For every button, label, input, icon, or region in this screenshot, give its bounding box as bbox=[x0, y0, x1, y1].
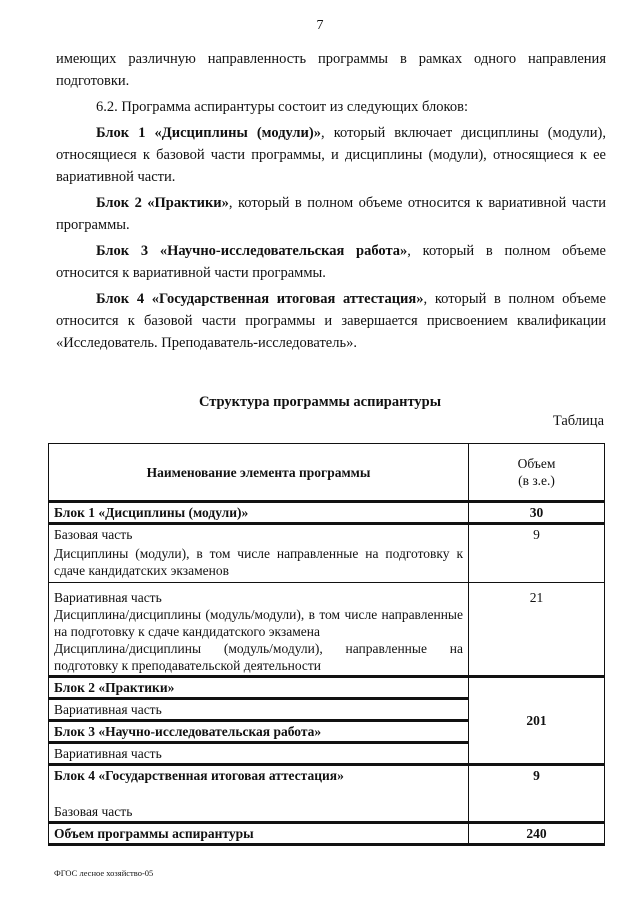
var-desc2: Дисциплина/дисциплины (модуль/модули), направленные на подготовку к преподавательской деятельности bbox=[54, 641, 463, 673]
paragraph-block2 bbox=[56, 192, 606, 236]
var-part-label: Вариативная часть bbox=[54, 590, 162, 605]
block1-volume-cell: 30 bbox=[469, 502, 605, 524]
block4-heading: Блок 4 «Государственная итоговая аттестация» bbox=[96, 291, 424, 307]
table-label: Таблица bbox=[552, 413, 604, 429]
total-volume-cell: 240 bbox=[469, 823, 605, 845]
paragraph-continuation: имеющих различную направленность программы в рамках одного направления подготовки. bbox=[56, 51, 606, 89]
block1-heading: Блок 1 «Дисциплины (модули)» bbox=[96, 125, 321, 141]
block3-title-cell: Блок 3 «Научно-исследовательская работа» bbox=[49, 721, 469, 743]
block4-volume-cell: 9 bbox=[469, 765, 605, 823]
table-row bbox=[49, 583, 605, 677]
block2-var-cell: Вариативная часть bbox=[49, 699, 469, 721]
table-header-row bbox=[49, 444, 605, 502]
header-volume-line1: Объем bbox=[517, 456, 556, 471]
block4-title-cell: Блок 4 «Государственная итоговая аттестация» bbox=[49, 765, 469, 803]
body-text bbox=[56, 48, 606, 358]
block4-base-cell: Базовая часть bbox=[49, 802, 469, 823]
block2-title-cell: Блок 2 «Практики» bbox=[49, 677, 469, 699]
header-volume-cell bbox=[469, 444, 605, 502]
page-number: 7 bbox=[316, 18, 324, 33]
base-part-cell: Базовая часть bbox=[49, 524, 469, 545]
footer-note: ФГОС лесное хозяйство-05 bbox=[54, 868, 154, 878]
paragraph-block4 bbox=[56, 288, 606, 354]
block2-text: , который в полном объеме относится к вариативной части программы. bbox=[56, 195, 606, 233]
paragraph-block3 bbox=[56, 240, 606, 284]
table-row bbox=[49, 524, 605, 545]
table-caption: Структура программы аспирантуры bbox=[198, 394, 442, 410]
table-row bbox=[49, 502, 605, 524]
base-desc-cell: Дисциплины (модули), в том числе направленные на подготовку к сдаче кандидатских экзаменов bbox=[49, 544, 469, 583]
paragraph-6-2: 6.2. Программа аспирантуры состоит из следующих блоков: bbox=[96, 99, 468, 115]
block1-text: , который включает дисциплины (модули), относящиеся к базовой части программы, и дисциплины (модули), относящиеся к ее вариативной части. bbox=[56, 125, 606, 185]
table-row bbox=[49, 765, 605, 803]
total-label-cell: Объем программы аспирантуры bbox=[49, 823, 469, 845]
block1-title-cell: Блок 1 «Дисциплины (модули)» bbox=[49, 502, 469, 524]
block2-heading: Блок 2 «Практики» bbox=[96, 195, 229, 211]
paragraph-block1 bbox=[56, 122, 606, 188]
header-name-cell: Наименование элемента программы bbox=[49, 444, 469, 502]
table-row bbox=[49, 677, 605, 699]
header-volume-line2: (в з.е.) bbox=[518, 473, 555, 488]
program-structure-table bbox=[48, 443, 604, 846]
var-volume-cell: 21 bbox=[469, 583, 605, 677]
block3-text: , который в полном объеме относится к вариативной части программы. bbox=[56, 243, 606, 281]
block4-text: , который в полном объеме относится к базовой части программы и завершается присвоением квалификации «Исследователь. Преподаватель-исследователь». bbox=[56, 291, 606, 351]
block23-volume-cell: 201 bbox=[469, 677, 605, 765]
var-desc1: Дисциплина/дисциплины (модуль/модули), в том числе направленные на подготовку к сдаче кандидатского экзамена bbox=[54, 607, 463, 639]
table-row bbox=[49, 823, 605, 845]
block3-heading: Блок 3 «Научно-исследовательская работа» bbox=[96, 243, 408, 259]
block3-var-cell: Вариативная часть bbox=[49, 743, 469, 765]
var-part-cell bbox=[49, 583, 469, 677]
base-volume-cell: 9 bbox=[469, 524, 605, 583]
